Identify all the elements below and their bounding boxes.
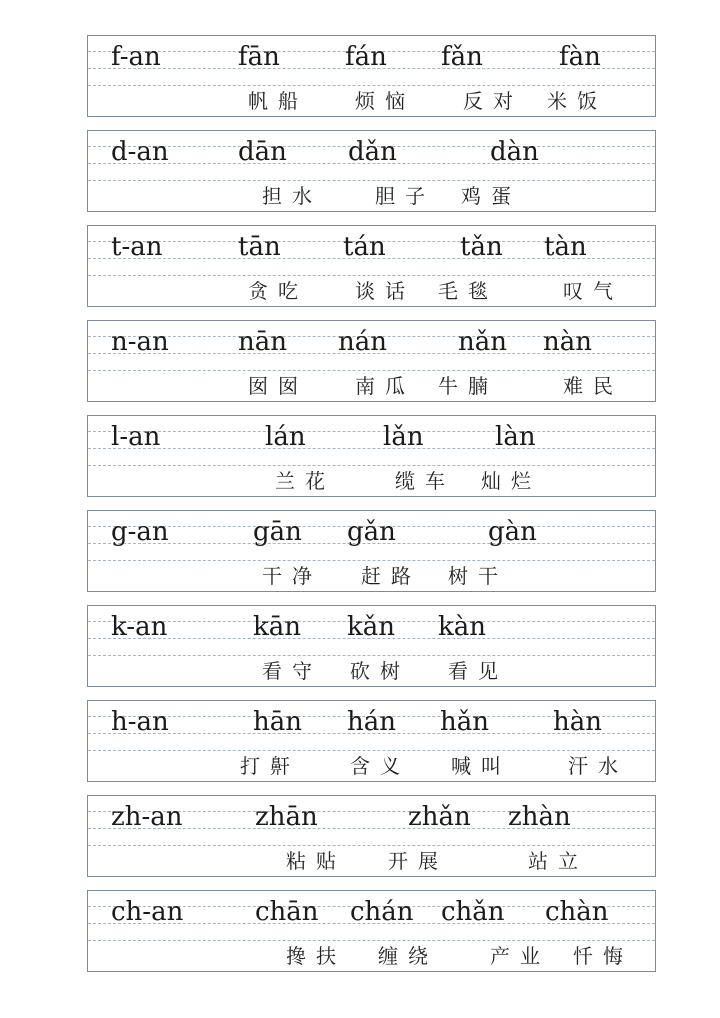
example-word: 产业 [490,944,550,968]
pinyin-tone: tán [343,232,386,262]
example-word: 毛毯 [438,279,498,303]
syllable-row [87,605,656,687]
pinyin-tone: nàn [543,327,592,357]
example-word: 担水 [262,184,322,208]
example-word: 含义 [350,754,410,778]
syllable-formula: g-an [111,517,169,547]
example-word: 贪吃 [248,279,308,303]
pinyin-tone: zhàn [508,802,571,832]
example-word: 汗水 [568,754,628,778]
pinyin-tone: hǎn [440,707,489,737]
pinyin-tone: chān [255,897,319,927]
pinyin-tone: zhǎn [408,802,471,832]
pinyin-tone: tān [238,232,281,262]
example-word: 谈话 [355,279,415,303]
syllable-row [87,890,656,972]
example-word: 喊叫 [451,754,511,778]
syllable-row [87,130,656,212]
pinyin-tone: fàn [559,42,601,72]
guide-line [88,448,655,449]
syllable-formula: l-an [111,422,161,452]
example-word: 烦恼 [355,89,415,113]
pinyin-tone: dàn [490,137,539,167]
syllable-row [87,510,656,592]
example-word: 打鼾 [240,754,300,778]
syllable-row [87,35,656,117]
example-word: 灿烂 [481,469,541,493]
pinyin-tone: fǎn [441,42,483,72]
pinyin-tone: lǎn [383,422,424,452]
pinyin-tone: hān [253,707,302,737]
guide-line [88,180,655,181]
example-word: 缆车 [395,469,455,493]
syllable-formula: t-an [111,232,163,262]
syllable-row [87,795,656,877]
guide-line [88,655,655,656]
guide-line [88,370,655,371]
pinyin-tone: làn [495,422,536,452]
pinyin-tone: kǎn [347,612,396,642]
guide-line [88,940,655,941]
pinyin-tone: dān [238,137,287,167]
example-word: 站立 [528,849,588,873]
pinyin-tone: hán [347,707,396,737]
syllable-formula: h-an [111,707,169,737]
pinyin-tone: tǎn [460,232,503,262]
example-word: 帆船 [248,89,308,113]
pinyin-tone: chǎn [441,897,505,927]
syllable-row [87,320,656,402]
example-word: 赶路 [361,564,421,588]
example-word: 开展 [388,849,448,873]
example-word: 南瓜 [355,374,415,398]
example-word: 兰花 [275,469,335,493]
example-word: 忏悔 [573,944,633,968]
syllable-formula: zh-an [111,802,183,832]
syllable-formula: f-an [111,42,161,72]
example-word: 看见 [448,659,508,683]
syllable-formula: d-an [111,137,169,167]
syllable-formula: n-an [111,327,169,357]
pinyin-tone: fán [345,42,387,72]
pinyin-tone: tàn [544,232,587,262]
example-word: 囡囡 [248,374,308,398]
pinyin-worksheet [87,35,656,985]
syllable-row [87,225,656,307]
guide-line [88,750,655,751]
example-word: 干净 [262,564,322,588]
guide-line [88,275,655,276]
syllable-row [87,415,656,497]
pinyin-tone: lán [265,422,306,452]
guide-line [88,85,655,86]
example-word: 搀扶 [286,944,346,968]
pinyin-tone: dǎn [348,137,397,167]
pinyin-tone: hàn [553,707,602,737]
guide-line [88,465,655,466]
example-word: 缠绕 [378,944,438,968]
syllable-row [87,700,656,782]
guide-line [88,845,655,846]
pinyin-tone: chàn [545,897,609,927]
example-word: 砍树 [350,659,410,683]
guide-line [88,560,655,561]
pinyin-tone: nān [238,327,287,357]
syllable-formula: k-an [111,612,168,642]
pinyin-tone: chán [350,897,414,927]
example-word: 反对 [463,89,523,113]
pinyin-tone: nǎn [458,327,507,357]
example-word: 树干 [448,564,508,588]
pinyin-tone: kàn [438,612,487,642]
example-word: 看守 [262,659,322,683]
pinyin-tone: kān [253,612,302,642]
pinyin-tone: gàn [488,517,537,547]
example-word: 鸡蛋 [461,184,521,208]
example-word: 粘贴 [286,849,346,873]
pinyin-tone: fān [238,42,280,72]
example-word: 牛腩 [438,374,498,398]
syllable-formula: ch-an [111,897,184,927]
pinyin-tone: gān [253,517,302,547]
example-word: 叹气 [563,279,623,303]
example-word: 米饭 [547,89,607,113]
pinyin-tone: nán [338,327,387,357]
guide-line [88,431,655,432]
pinyin-tone: gǎn [347,517,396,547]
pinyin-tone: zhān [255,802,318,832]
example-word: 难民 [563,374,623,398]
example-word: 胆子 [375,184,435,208]
